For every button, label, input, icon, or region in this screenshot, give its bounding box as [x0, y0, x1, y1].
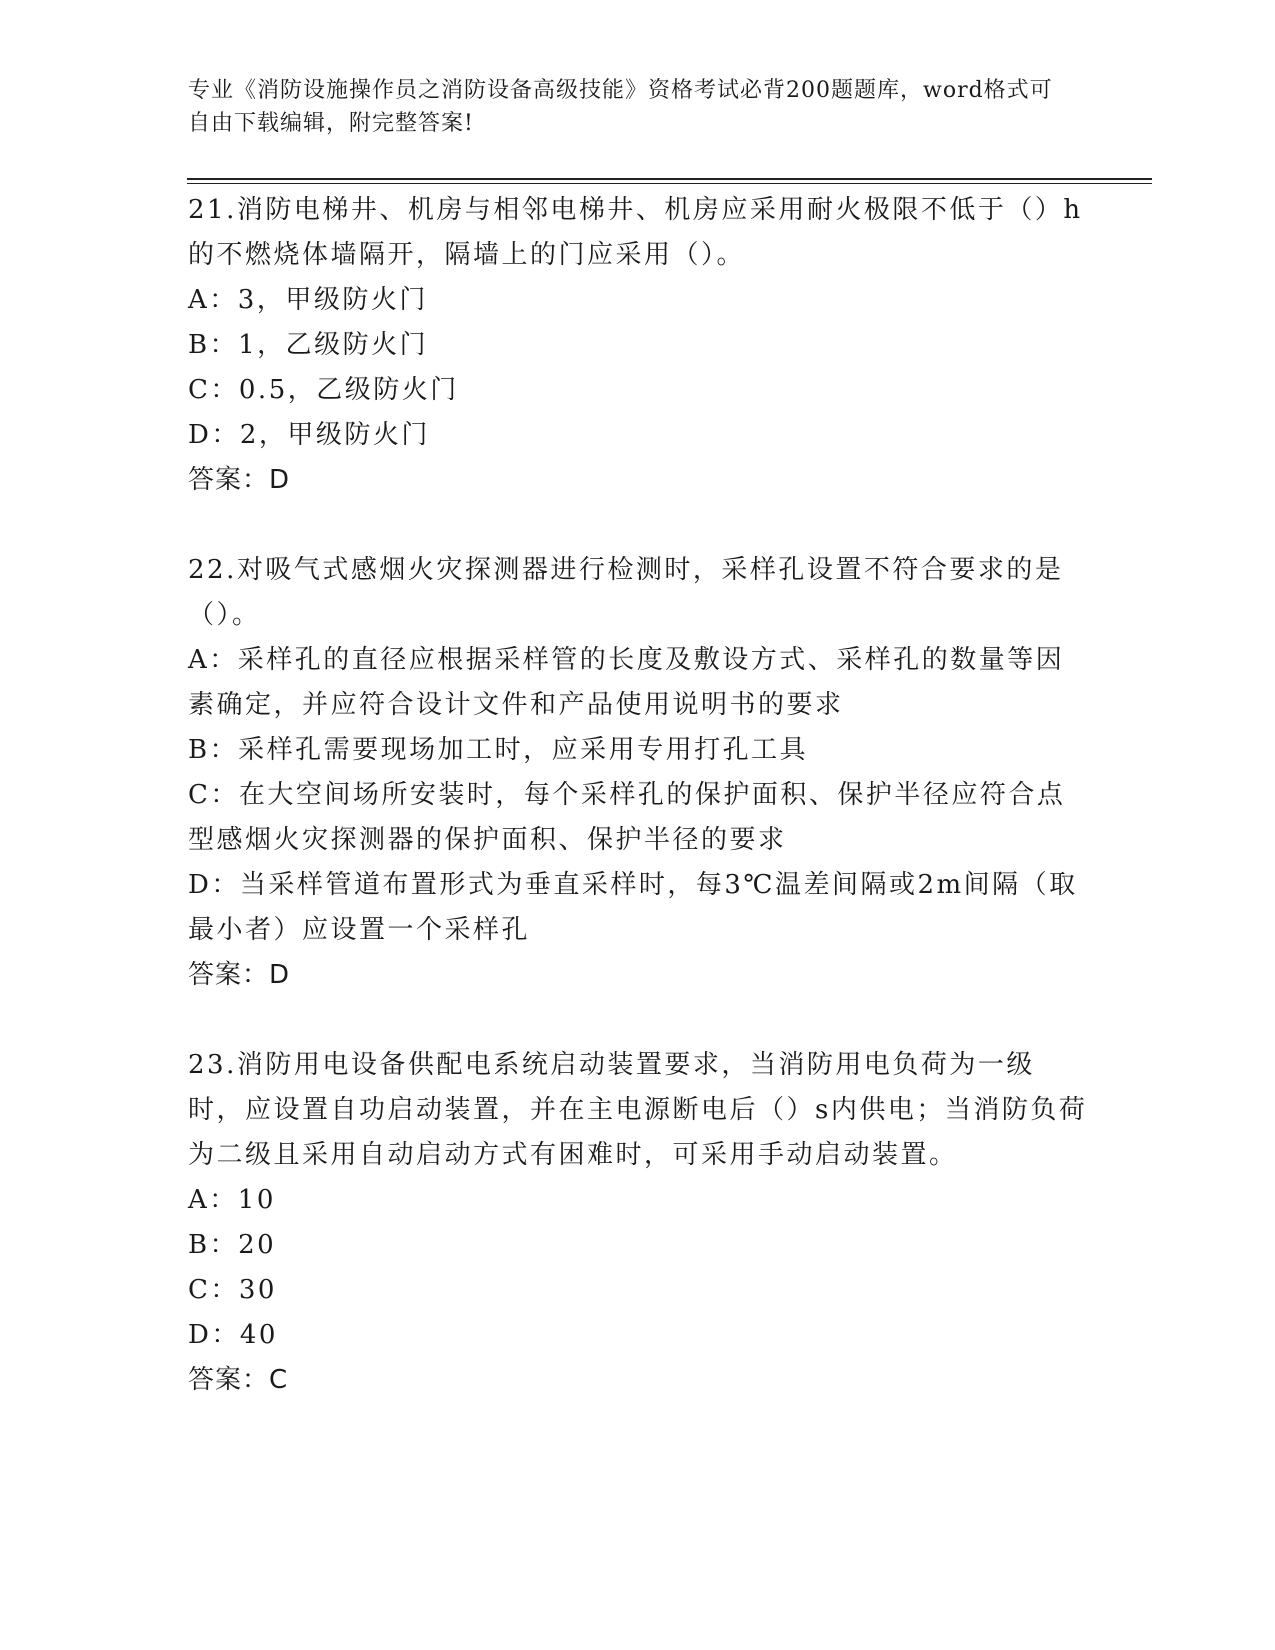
- answer-line: 答案：D: [188, 960, 291, 990]
- question-stem: 22.对吸气式感烟火灾探测器进行检测时，采样孔设置不符合要求的是（）。: [188, 555, 1064, 630]
- question-list: [188, 188, 1088, 1448]
- question-21: [188, 188, 1088, 503]
- header-divider-thick: [187, 178, 1152, 180]
- option-d: D：2，甲级防火门: [188, 420, 430, 450]
- answer-line: 答案：D: [188, 465, 291, 495]
- document-header: 专业《消防设施操作员之消防设备高级技能》资格考试必背200题题库，word格式可自由下载编辑，附完整答案!: [188, 78, 1053, 136]
- header-divider-thin: [187, 183, 1152, 184]
- option-b: B：1，乙级防火门: [188, 330, 429, 360]
- option-d: D：当采样管道布置形式为垂直采样时，每3℃温差间隔或2m间隔（取最小者）应设置一个采样孔: [188, 870, 1078, 945]
- option-c: C：0.5，乙级防火门: [188, 375, 459, 405]
- question-stem: 21.消防电梯井、机房与相邻电梯井、机房应采用耐火极限不低于（）h的不燃烧体墙隔开，隔墙上的门应采用（）。: [188, 195, 1083, 270]
- option-a: A：10: [188, 1185, 276, 1215]
- option-b: B：采样孔需要现场加工时，应采用专用打孔工具: [188, 735, 809, 765]
- answer-line: 答案：C: [188, 1365, 289, 1395]
- option-c: C：在大空间场所安装时，每个采样孔的保护面积、保护半径应符合点型感烟火灾探测器的保护面积、保护半径的要求: [188, 780, 1066, 855]
- option-a: A：采样孔的直径应根据采样管的长度及敷设方式、采样孔的数量等因素确定，并应符合设计文件和产品使用说明书的要求: [188, 645, 1065, 720]
- option-b: B：20: [188, 1230, 277, 1260]
- question-22: [188, 548, 1088, 998]
- option-c: C：30: [188, 1275, 277, 1305]
- option-a: A：3，甲级防火门: [188, 285, 428, 315]
- question-23: [188, 1043, 1088, 1403]
- option-d: D：40: [188, 1320, 278, 1350]
- question-stem: 23.消防用电设备供配电系统启动装置要求，当消防用电负荷为一级时，应设置自功启动装置，并在主电源断电后（）s内供电；当消防负荷为二级且采用自动启动方式有困难时，可采用手动启动装置。: [188, 1050, 1088, 1170]
